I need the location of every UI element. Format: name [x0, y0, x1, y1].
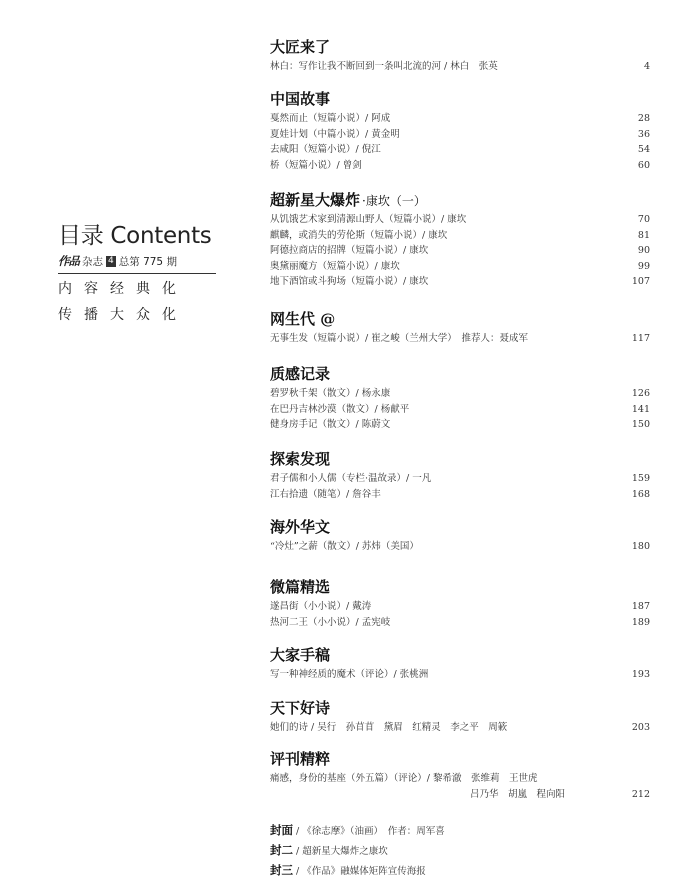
page-number: 159 [631, 473, 650, 484]
toc-entry[interactable]: 奥黛丽魔方（短篇小说）/ 康坎 99 [270, 259, 650, 275]
page-number: 189 [631, 616, 650, 628]
toc-section [270, 576, 650, 630]
issue-line [58, 253, 218, 269]
page-number: 150 [631, 419, 650, 430]
page-number: 180 [631, 541, 650, 552]
toc-entry[interactable]: 地下酒馆或斗狗场（短篇小说）/ 康坎 107 [270, 274, 650, 290]
section-title: 微篇精选 [270, 578, 331, 596]
slogan-line-2: 传播大众化 [58, 307, 188, 323]
toc-section [270, 748, 650, 802]
page-number: 117 [631, 333, 650, 344]
section-title: 天下好诗 [270, 699, 331, 717]
toc-entry[interactable]: 写一种神经质的魔术（评论）/ 张桃洲 193 [270, 667, 650, 683]
toc-entry[interactable]: 去咸阳（短篇小说）/ 倪江 54 [270, 142, 650, 158]
toc-entry[interactable]: 痛感，身份的基座（外五篇）（评论）/ 黎希澈 张维莉 王世虎 吕乃华 胡嵐 程向阳 212 [270, 771, 650, 802]
masthead-divider [58, 273, 216, 274]
page-number: 54 [637, 144, 650, 155]
section-title: 海外华文 [270, 518, 331, 536]
toc-entry[interactable]: 无事生发（短篇小说）/ 崔之峻（兰州大学） 推荐人：聂成军 117 [270, 331, 650, 347]
toc-entry[interactable]: 江右拾遗（随笔）/ 詹谷丰 168 [270, 487, 650, 503]
toc-section [270, 697, 650, 736]
total-issue: 总第 775 期 [118, 255, 177, 268]
page-number: 187 [631, 601, 650, 612]
toc-entry[interactable]: 健身房手记（散文）/ 陈蔚文 150 [270, 417, 650, 433]
page-title: 目录 Contents [58, 223, 212, 249]
cover-credits [270, 821, 650, 881]
section-title: 大匠来了 [270, 38, 331, 56]
magazine-logo: 作品 [58, 254, 79, 268]
page-number: 107 [631, 276, 650, 287]
section-title: 探索发现 [270, 450, 331, 468]
page-number: 99 [637, 260, 650, 272]
toc-entry[interactable]: 她们的诗 / 吴行 孙苜苜 黛眉 红精灵 李之平 周簌 203 [270, 720, 650, 736]
toc-entry[interactable]: 遂昌街（小小说）/ 戴涛 187 [270, 599, 650, 615]
toc-section [270, 448, 650, 502]
page-number: 36 [637, 128, 650, 140]
toc-section [270, 308, 650, 347]
toc-entry[interactable]: 夏娃计划（中篇小说）/ 黄金明 36 [270, 127, 650, 143]
page-number: 193 [631, 669, 650, 680]
section-title: 评刊精粹 [270, 750, 331, 768]
toc-section [270, 644, 650, 683]
toc-entry[interactable]: 林白：写作让我不断回到一条叫北流的河 / 林白 张英 4 [270, 59, 650, 75]
toc-entry[interactable]: “冷灶”之薪（散文）/ 苏炜（美国） 180 [270, 539, 650, 555]
toc-entry[interactable]: 热河二王（小小说）/ 孟宪岐 189 [270, 615, 650, 631]
page-number: 28 [637, 113, 650, 124]
page-number: 141 [631, 403, 650, 415]
credit-inside-back: 封三 / 《作品》融媒体矩阵宣传海报 [270, 863, 426, 877]
masthead [58, 222, 218, 326]
toc-entry[interactable]: 君子儒和小人儒（专栏·温故录）/ 一凡 159 [270, 471, 650, 487]
slogan-line-1: 内容经典化 [58, 281, 188, 297]
section-title: 中国故事 [270, 90, 331, 108]
toc-section [270, 189, 650, 290]
toc-entry[interactable]: 麒麟，或消失的劳伦斯（短篇小说）/ 康坎 81 [270, 228, 650, 244]
section-title: 大家手稿 [270, 646, 331, 664]
toc-entry[interactable]: 碧罗秋千架（散文）/ 杨永康 126 [270, 386, 650, 402]
credit-front-cover: 封面 / 《徐志摩》（油画） 作者：周军喜 [270, 823, 445, 837]
page-number: 81 [637, 229, 650, 241]
page-number: 60 [637, 159, 650, 171]
toc-section [270, 516, 650, 555]
magazine-label: 杂志 [82, 255, 103, 268]
section-title: 超新星大爆炸 ·康坎（一） [270, 191, 426, 209]
page-number: 212 [631, 788, 650, 800]
toc-entry[interactable]: 阿德拉商店的招牌（短篇小说）/ 康坎 90 [270, 243, 650, 259]
page-number: 90 [637, 245, 650, 256]
page-number: 126 [631, 388, 650, 399]
page-number: 203 [631, 722, 650, 733]
section-title: 质感记录 [270, 365, 331, 383]
volume-badge: 4 [108, 255, 114, 266]
toc-entry[interactable]: 桥（短篇小说）/ 曾剑 60 [270, 158, 650, 174]
page-number: 70 [637, 214, 650, 225]
toc-entry[interactable]: 从饥饿艺术家到清源山野人（短篇小说）/ 康坎 70 [270, 212, 650, 228]
toc-entry[interactable]: 戛然而止（短篇小说）/ 阿成 28 [270, 111, 650, 127]
credit-inside-front: 封二 / 超新星大爆炸之康坎 [270, 843, 388, 857]
toc-section [270, 363, 650, 433]
page-number: 168 [631, 488, 650, 500]
toc-entry[interactable]: 在巴丹吉林沙漠（散文）/ 杨献平 141 [270, 402, 650, 418]
toc-section [270, 88, 650, 173]
toc-section [270, 36, 650, 75]
page-number: 4 [643, 61, 650, 72]
section-title: 网生代 @ [270, 310, 336, 328]
